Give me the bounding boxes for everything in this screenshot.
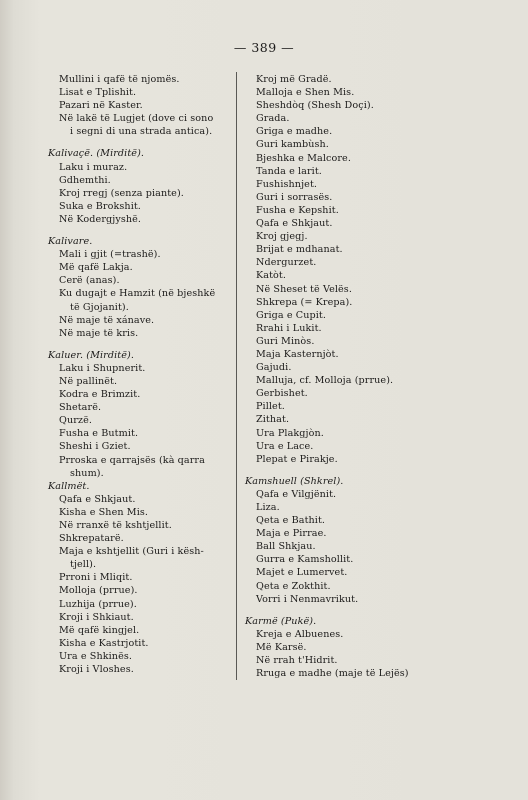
place-entry: Prroni i Mliqit. bbox=[59, 572, 133, 584]
place-heading: Karmë (Pukë). bbox=[245, 615, 317, 627]
place-entry: Laku i Shupnerit. bbox=[59, 362, 146, 374]
place-heading: Kamshuell (Shkrel). bbox=[245, 475, 344, 487]
place-entry: Liza. bbox=[256, 502, 280, 513]
place-entry: Gurra e Kamshollit. bbox=[256, 554, 354, 566]
place-entry: Më qafë kingjel. bbox=[59, 624, 140, 636]
place-entry: Griga e Cupit. bbox=[256, 309, 326, 321]
place-entry: Malluja, cf. Molloja (prrue). bbox=[256, 375, 394, 387]
right-column bbox=[245, 73, 495, 680]
place-entry: Molloja (prrue). bbox=[59, 585, 138, 597]
place-entry: Gdhemthi. bbox=[59, 174, 111, 186]
place-entry: Në Kodergjyshë. bbox=[59, 213, 142, 225]
place-entry: Griga e madhe. bbox=[256, 126, 333, 138]
section-gap bbox=[48, 340, 232, 349]
place-entry: Ndergurzet. bbox=[256, 257, 317, 269]
section-gap bbox=[245, 466, 495, 475]
place-entry: Në rrah t'Hidrit. bbox=[256, 655, 338, 667]
place-entry: Bjeshka e Malcore. bbox=[256, 152, 351, 164]
place-entry: Në pallinët. bbox=[59, 375, 118, 387]
place-entry: Ura e Shkinës. bbox=[59, 650, 133, 662]
place-entry: Në lakë të Lugjet (dove ci sono bbox=[59, 113, 214, 125]
place-entry: tjell). bbox=[70, 559, 97, 571]
place-heading: Kalivare. bbox=[48, 236, 93, 248]
place-entry: Plepat e Pirakje. bbox=[256, 453, 338, 465]
place-entry: i segni di una strada antica). bbox=[70, 126, 213, 138]
place-entry: Mali i gjit (=trashë). bbox=[59, 249, 161, 261]
left-column bbox=[48, 73, 232, 676]
place-entry: Tanda e larit. bbox=[256, 165, 322, 177]
place-entry: Qeta e Bathit. bbox=[256, 515, 326, 527]
place-entry: Malloja e Shen Mis. bbox=[256, 87, 355, 99]
place-entry: Kroj gjegj. bbox=[256, 231, 308, 243]
place-entry: të Gjojanit). bbox=[70, 301, 129, 313]
place-entry: Guri kambùsh. bbox=[256, 139, 329, 151]
place-entry: Mullini i qafë të njomës. bbox=[59, 74, 180, 85]
place-entry: Sheshdòq (Shesh Doçi). bbox=[256, 100, 374, 112]
place-entry: Fusha e Butmit. bbox=[59, 428, 139, 440]
column-divider bbox=[236, 72, 237, 680]
place-entry: Në Sheset të Velës. bbox=[256, 283, 352, 295]
place-entry: Shkrepa (= Krepa). bbox=[256, 296, 353, 308]
place-entry: Grada. bbox=[256, 113, 290, 125]
section-gap bbox=[48, 226, 232, 235]
place-entry: Kodra e Brimzit. bbox=[59, 389, 141, 401]
place-entry: Në maje të xánave. bbox=[59, 314, 155, 326]
place-entry: Vorri i Nenmavrikut. bbox=[256, 593, 359, 605]
place-entry: Shetarë. bbox=[59, 402, 102, 414]
place-entry: Qafa e Shkjaut. bbox=[256, 218, 333, 230]
place-entry: Gajudi. bbox=[256, 362, 292, 374]
place-entry: Majet e Lumervet. bbox=[256, 567, 348, 579]
place-entry: Guri i sorrasës. bbox=[256, 191, 333, 203]
place-entry: Ku dugajt e Hamzit (në bjeshkë bbox=[59, 288, 216, 300]
place-heading: Kalivaçë. (Mirditë). bbox=[48, 148, 145, 160]
place-entry: Qafa e Vilgjënit. bbox=[256, 488, 337, 500]
place-entry: shum). bbox=[70, 467, 104, 479]
place-entry: Lisat e Tplishit. bbox=[59, 87, 137, 99]
place-entry: Cerë (anas). bbox=[59, 275, 120, 287]
place-entry: Në rranxë të kshtjellit. bbox=[59, 520, 172, 531]
place-entry: Fusha e Kepshit. bbox=[256, 204, 339, 216]
place-entry: Ura e Lace. bbox=[256, 440, 314, 452]
place-entry: Qurzë. bbox=[59, 415, 93, 427]
place-entry: Pillet. bbox=[256, 401, 285, 413]
place-entry: Sheshi i Gziet. bbox=[59, 441, 131, 453]
place-entry: Maja Kasternjòt. bbox=[256, 348, 339, 360]
place-entry: Kroji i Vloshes. bbox=[59, 664, 134, 676]
place-entry: Laku i muraz. bbox=[59, 161, 128, 173]
place-entry: Qafa e Shkjaut. bbox=[59, 493, 136, 505]
place-entry: Rrahi i Lukit. bbox=[256, 322, 322, 334]
section-gap bbox=[245, 606, 495, 615]
place-entry: Kreja e Albuenes. bbox=[256, 628, 344, 640]
place-entry: Kroj më Gradë. bbox=[256, 74, 332, 85]
place-entry: Brijat e mdhanat. bbox=[256, 244, 343, 256]
place-entry: Ball Shkjau. bbox=[256, 541, 316, 553]
place-entry: Gerbishet. bbox=[256, 388, 308, 400]
section-gap bbox=[48, 138, 232, 147]
place-entry: Kroj rregj (senza piante). bbox=[59, 187, 184, 199]
place-entry: Më Karsë. bbox=[256, 641, 307, 653]
place-entry: Kisha e Shen Mis. bbox=[59, 506, 149, 518]
place-entry: Suka e Brokshit. bbox=[59, 200, 141, 212]
place-entry: Shkrepatarë. bbox=[59, 533, 124, 545]
place-entry: Kroji i Shkiaut. bbox=[59, 611, 134, 623]
place-entry: Fushishnjet. bbox=[256, 178, 318, 190]
place-entry: Prroska e qarrajsës (kà qarra bbox=[59, 454, 205, 466]
place-entry: Maja e Pirrae. bbox=[256, 528, 327, 540]
place-entry: Luzhija (prrue). bbox=[59, 598, 137, 610]
place-entry: Zithat. bbox=[256, 414, 290, 426]
place-entry: Guri Minòs. bbox=[256, 335, 315, 347]
place-heading: Kallmët. bbox=[48, 480, 90, 492]
page-number: — 389 — bbox=[233, 40, 295, 55]
place-entry: Kisha e Kastrjotit. bbox=[59, 637, 149, 649]
place-entry: Rruga e madhe (maje të Lejës) bbox=[256, 668, 409, 680]
place-entry: Qeta e Zokthit. bbox=[256, 580, 331, 592]
place-entry: Katòt. bbox=[256, 270, 287, 282]
place-entry: Ura Plakgjòn. bbox=[256, 427, 324, 439]
place-entry: Në maje të kris. bbox=[59, 327, 139, 339]
place-entry: Pazari në Kaster. bbox=[59, 100, 143, 112]
place-heading: Kaluer. (Mirditë). bbox=[48, 349, 134, 361]
place-entry: Më qafë Lakja. bbox=[59, 262, 133, 274]
place-entry: Maja e kshtjellit (Guri i kësh- bbox=[59, 546, 204, 558]
